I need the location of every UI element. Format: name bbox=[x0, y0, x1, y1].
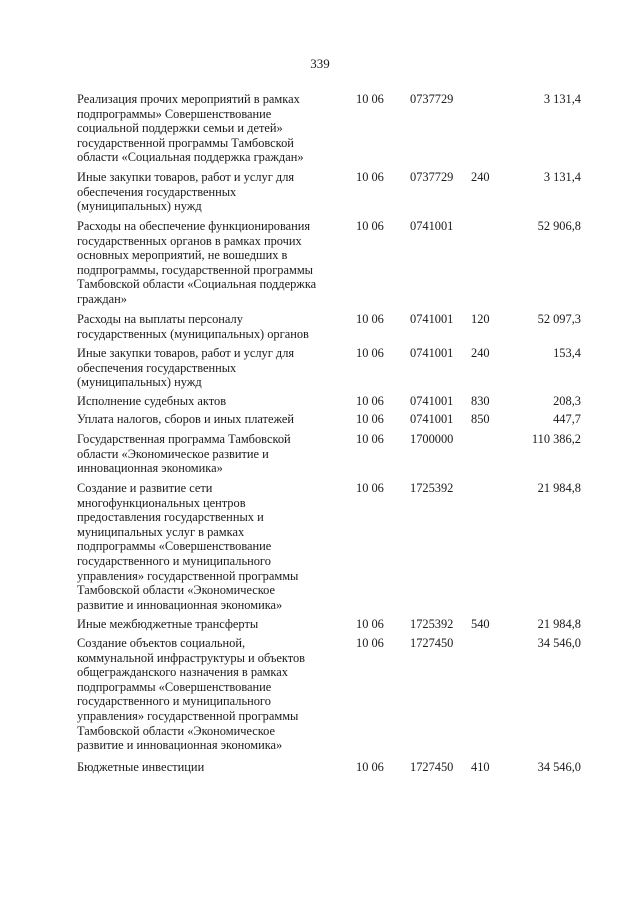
expense-type-code: 830 bbox=[471, 394, 490, 408]
row-name-line: Иные закупки товаров, работ и услуг для bbox=[77, 170, 295, 184]
row-name-line: инновационная экономика» bbox=[77, 461, 223, 476]
row-name bbox=[77, 394, 339, 409]
row-name bbox=[77, 432, 339, 476]
row-name-line: развитие и инновационная экономика» bbox=[77, 738, 283, 753]
target-code: 1725392 bbox=[410, 617, 454, 631]
expense-type-code: 850 bbox=[471, 412, 490, 426]
row-name bbox=[77, 617, 339, 632]
row-name-line: предоставления государственных и bbox=[77, 510, 264, 525]
target-code: 0737729 bbox=[410, 170, 454, 184]
amount: 110 386,2 bbox=[531, 432, 581, 446]
row-name-line: управления» государственной программы bbox=[77, 708, 299, 723]
row-name-line: государственной программы Тамбовской bbox=[77, 135, 294, 150]
section-code: 10 06 bbox=[356, 617, 384, 631]
expense-type-code: 540 bbox=[471, 617, 490, 631]
row-name bbox=[77, 636, 339, 753]
row-name-line: социальной поддержки семьи и детей» bbox=[77, 121, 283, 136]
section-code: 10 06 bbox=[356, 346, 384, 360]
row-name-line: общегражданского назначения в рамках bbox=[77, 665, 288, 680]
row-name bbox=[77, 92, 339, 165]
row-name-line: многофункциональных центров bbox=[77, 495, 246, 510]
row-name-line: Тамбовской области «Экономическое bbox=[77, 583, 276, 598]
row-name bbox=[77, 760, 339, 775]
row-name-line: муниципальных услуг в рамках bbox=[77, 524, 245, 539]
row-name-line: Иные закупки товаров, работ и услуг для bbox=[77, 346, 295, 360]
row-name-line: Реализация прочих мероприятий в рамках bbox=[77, 92, 300, 106]
row-name-line: коммунальной инфраструктуры и объектов bbox=[77, 650, 306, 665]
target-code: 0737729 bbox=[410, 92, 454, 106]
expense-type-code: 240 bbox=[471, 170, 490, 184]
row-name-line: Исполнение судебных актов bbox=[77, 394, 227, 408]
section-code: 10 06 bbox=[356, 432, 384, 446]
target-code: 1700000 bbox=[410, 432, 454, 446]
row-name bbox=[77, 346, 339, 390]
amount: 52 906,8 bbox=[537, 219, 581, 233]
target-code: 0741001 bbox=[410, 346, 454, 360]
row-name bbox=[77, 312, 339, 341]
amount: 21 984,8 bbox=[537, 481, 581, 495]
row-name-line: области «Социальная поддержка граждан» bbox=[77, 150, 304, 165]
amount: 34 546,0 bbox=[537, 760, 581, 774]
target-code: 0741001 bbox=[410, 312, 454, 326]
row-name-line: (муниципальных) нужд bbox=[77, 199, 202, 214]
row-name-line: государственных органов в рамках прочих bbox=[77, 233, 302, 248]
section-code: 10 06 bbox=[356, 92, 384, 106]
amount: 21 984,8 bbox=[537, 617, 581, 631]
row-name-line: Иные межбюджетные трансферты bbox=[77, 617, 259, 631]
section-code: 10 06 bbox=[356, 219, 384, 233]
section-code: 10 06 bbox=[356, 394, 384, 408]
row-name-line: подпрограммы «Совершенствование bbox=[77, 679, 272, 694]
expense-type-code: 410 bbox=[471, 760, 490, 774]
row-name-line: Создание объектов социальной, bbox=[77, 636, 246, 650]
row-name bbox=[77, 412, 339, 427]
row-name-line: Расходы на выплаты персоналу bbox=[77, 312, 243, 326]
row-name-line: подпрограммы, государственной программы bbox=[77, 262, 313, 277]
row-name bbox=[77, 481, 339, 612]
amount: 34 546,0 bbox=[537, 636, 581, 650]
section-code: 10 06 bbox=[356, 481, 384, 495]
section-code: 10 06 bbox=[356, 760, 384, 774]
row-name-line: развитие и инновационная экономика» bbox=[77, 597, 283, 612]
amount: 447,7 bbox=[553, 412, 581, 426]
row-name-line: обеспечения государственных bbox=[77, 184, 237, 199]
row-name-line: граждан» bbox=[77, 291, 127, 306]
target-code: 1727450 bbox=[410, 636, 454, 650]
amount: 3 131,4 bbox=[543, 92, 581, 106]
row-name bbox=[77, 170, 339, 214]
row-name-line: Расходы на обеспечение функционирования bbox=[77, 219, 311, 233]
row-name-line: подпрограммы «Совершенствование bbox=[77, 539, 272, 554]
row-name-line: подпрограммы» Совершенствование bbox=[77, 106, 272, 121]
target-code: 0741001 bbox=[410, 394, 454, 408]
row-name-line: государственного и муниципального bbox=[77, 553, 271, 568]
page-number: 339 bbox=[310, 56, 330, 71]
row-name-line: Бюджетные инвестиции bbox=[77, 760, 205, 774]
row-name-line: Тамбовской области «Социальная поддержка bbox=[77, 277, 317, 292]
row-name-line: области «Экономическое развитие и bbox=[77, 446, 269, 461]
row-name-line: Создание и развитие сети bbox=[77, 481, 213, 495]
amount: 153,4 bbox=[553, 346, 581, 360]
amount: 208,3 bbox=[553, 394, 581, 408]
row-name bbox=[77, 219, 339, 307]
row-name-line: Уплата налогов, сборов и иных платежей bbox=[77, 412, 295, 426]
section-code: 10 06 bbox=[356, 636, 384, 650]
amount: 3 131,4 bbox=[543, 170, 581, 184]
row-name-line: управления» государственной программы bbox=[77, 568, 299, 583]
row-name-line: государственных (муниципальных) органов bbox=[77, 326, 309, 341]
target-code: 1725392 bbox=[410, 481, 454, 495]
amount: 52 097,3 bbox=[537, 312, 581, 326]
row-name-line: государственного и муниципального bbox=[77, 694, 271, 709]
section-code: 10 06 bbox=[356, 312, 384, 326]
target-code: 0741001 bbox=[410, 219, 454, 233]
row-name-line: Государственная программа Тамбовской bbox=[77, 432, 291, 446]
section-code: 10 06 bbox=[356, 170, 384, 184]
row-name-line: основных мероприятий, не вошедших в bbox=[77, 248, 288, 263]
row-name-line: (муниципальных) нужд bbox=[77, 375, 202, 390]
row-name-line: Тамбовской области «Экономическое bbox=[77, 723, 276, 738]
target-code: 0741001 bbox=[410, 412, 454, 426]
target-code: 1727450 bbox=[410, 760, 454, 774]
section-code: 10 06 bbox=[356, 412, 384, 426]
expense-type-code: 240 bbox=[471, 346, 490, 360]
expense-type-code: 120 bbox=[471, 312, 490, 326]
row-name-line: обеспечения государственных bbox=[77, 360, 237, 375]
